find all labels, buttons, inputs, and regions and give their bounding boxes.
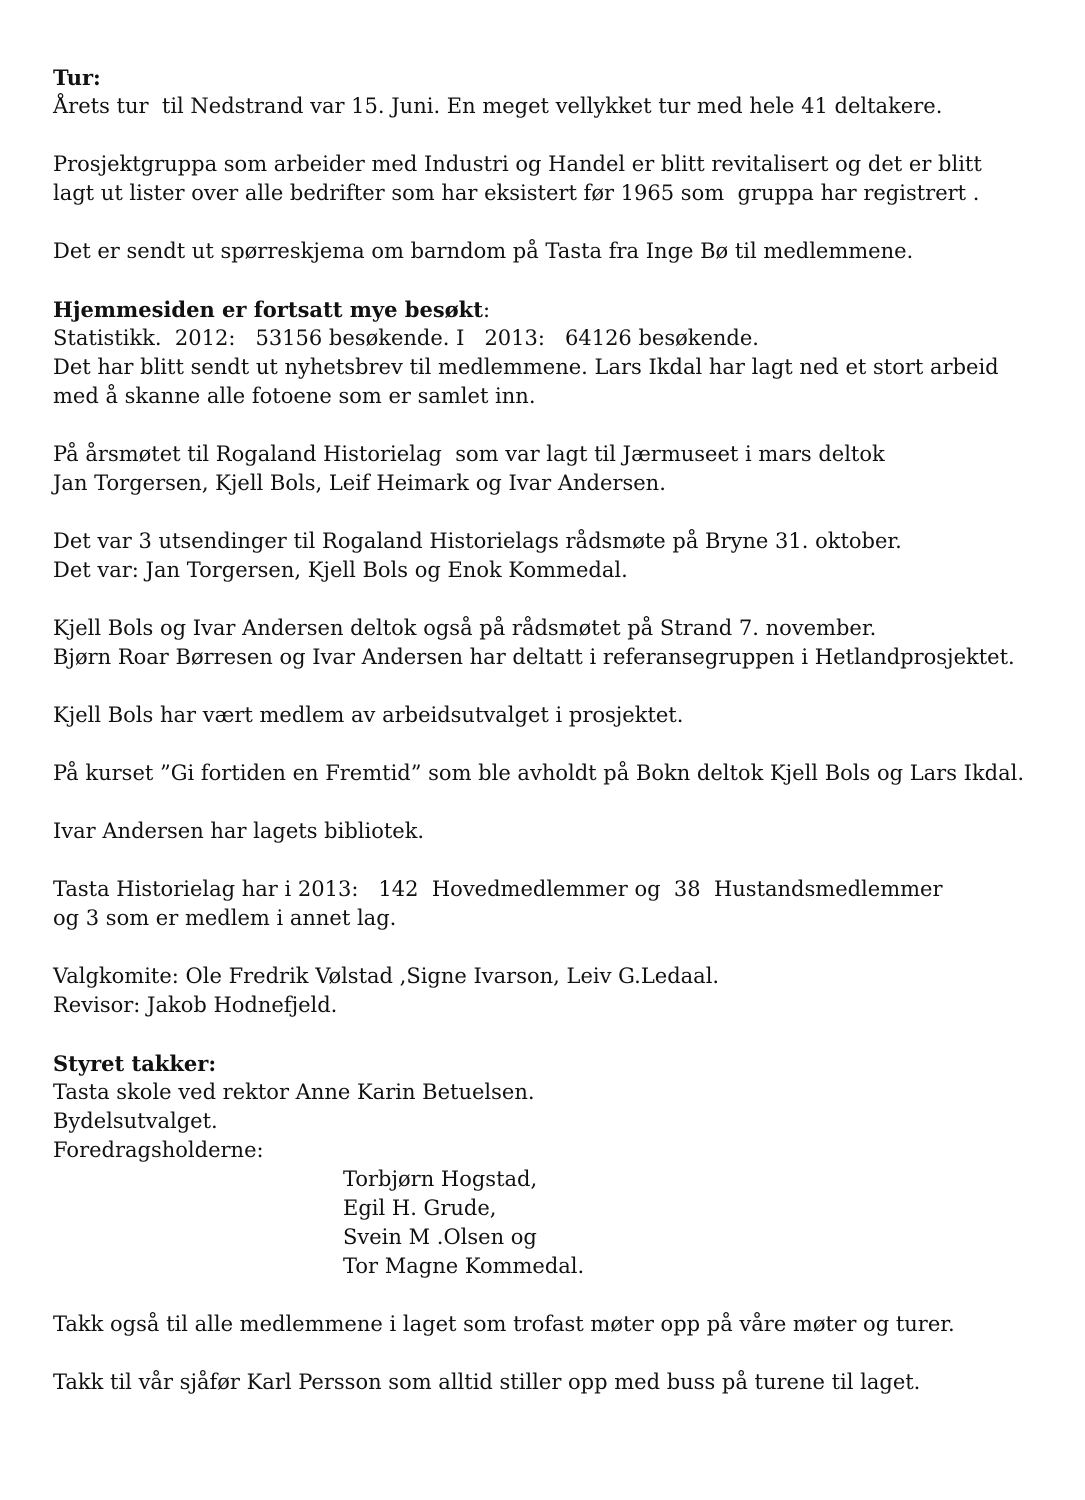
arsmote-line-1: På årsmøtet til Rogaland Historielag som var lagt til Jærmuseet i mars deltok [53, 442, 885, 466]
bibliotek-text: Ivar Andersen har lagets bibliotek. [53, 819, 425, 843]
prosjekt-line-1: Prosjektgruppa som arbeider med Industri og Handel er blitt revitalisert og det er blitt [53, 152, 982, 176]
nyhetsbrev-line-2: med å skanne alle fotoene som er samlet inn. [53, 384, 536, 408]
document-page [53, 63, 1053, 1397]
sporreskjema-text: Det er sendt ut spørreskjema om barndom på Tasta fra Inge Bø til medlemmene. [53, 239, 914, 263]
takk-medlemmene-text: Takk også til alle medlemmene i laget som trofast møter opp på våre møter og turer. [53, 1312, 955, 1336]
speaker-name: Tor Magne Kommedal. [343, 1254, 585, 1278]
styret-item: Tasta skole ved rektor Anne Karin Betuelsen. [53, 1080, 535, 1104]
statistikk-text: Statistikk. 2012: 53156 besøkende. I 2013: 64126 besøkende. [53, 326, 759, 350]
strand-line-1: Kjell Bols og Ivar Andersen deltok også på rådsmøtet på Strand 7. november. [53, 616, 877, 640]
takk-sjafor-text: Takk til vår sjåfør Karl Persson som alltid stiller opp med buss på turene til laget. [53, 1370, 921, 1394]
prosjekt-line-2: lagt ut lister over alle bedrifter som har eksistert før 1965 som gruppa har registrert . [53, 181, 980, 205]
revisor-text: Revisor: Jakob Hodnefjeld. [53, 993, 338, 1017]
speaker-name: Torbjørn Hogstad, [343, 1167, 538, 1191]
nyhetsbrev-line-1: Det har blitt sendt ut nyhetsbrev til medlemmene. Lars Ikdal har lagt ned et stort arbeid [53, 355, 999, 379]
radsmote-line-2: Det var: Jan Torgersen, Kjell Bols og Enok Kommedal. [53, 558, 628, 582]
styret-item: Bydelsutvalget. [53, 1109, 218, 1133]
arsmote-line-2: Jan Torgersen, Kjell Bols, Leif Heimark og Ivar Andersen. [53, 471, 666, 495]
valgkomite-text: Valgkomite: Ole Fredrik Vølstad ,Signe Ivarson, Leiv G.Ledaal. [53, 964, 720, 988]
hjemmesiden-heading-line [53, 295, 1053, 324]
speaker-name: Svein M .Olsen og [343, 1225, 537, 1249]
radsmote-line-1: Det var 3 utsendinger til Rogaland Historielags rådsmøte på Bryne 31. oktober. [53, 529, 902, 553]
medlemmer-line-2: og 3 som er medlem i annet lag. [53, 906, 397, 930]
speaker-name: Egil H. Grude, [343, 1196, 497, 1220]
styret-heading: Styret takker: [53, 1051, 217, 1076]
kurset-text: På kurset ”Gi fortiden en Fremtid” som ble avholdt på Bokn deltok Kjell Bols og Lars Ikdal. [53, 761, 1025, 785]
hjemmesiden-heading: Hjemmesiden er fortsatt mye besøkt [53, 297, 483, 322]
tur-heading: Tur: [53, 65, 101, 90]
styret-item: Foredragsholderne: [53, 1138, 264, 1162]
tur-text: Årets tur til Nedstrand var 15. Juni. En meget vellykket tur med hele 41 deltakere. [53, 94, 943, 118]
arbeidsutvalget-text: Kjell Bols har vært medlem av arbeidsutvalget i prosjektet. [53, 703, 684, 727]
strand-line-2: Bjørn Roar Børresen og Ivar Andersen har deltatt i referansegruppen i Hetlandprosjektet. [53, 645, 1015, 669]
medlemmer-line-1: Tasta Historielag har i 2013: 142 Hovedmedlemmer og 38 Hustandsmedlemmer [53, 877, 943, 901]
hjemmesiden-colon: : [482, 298, 491, 322]
